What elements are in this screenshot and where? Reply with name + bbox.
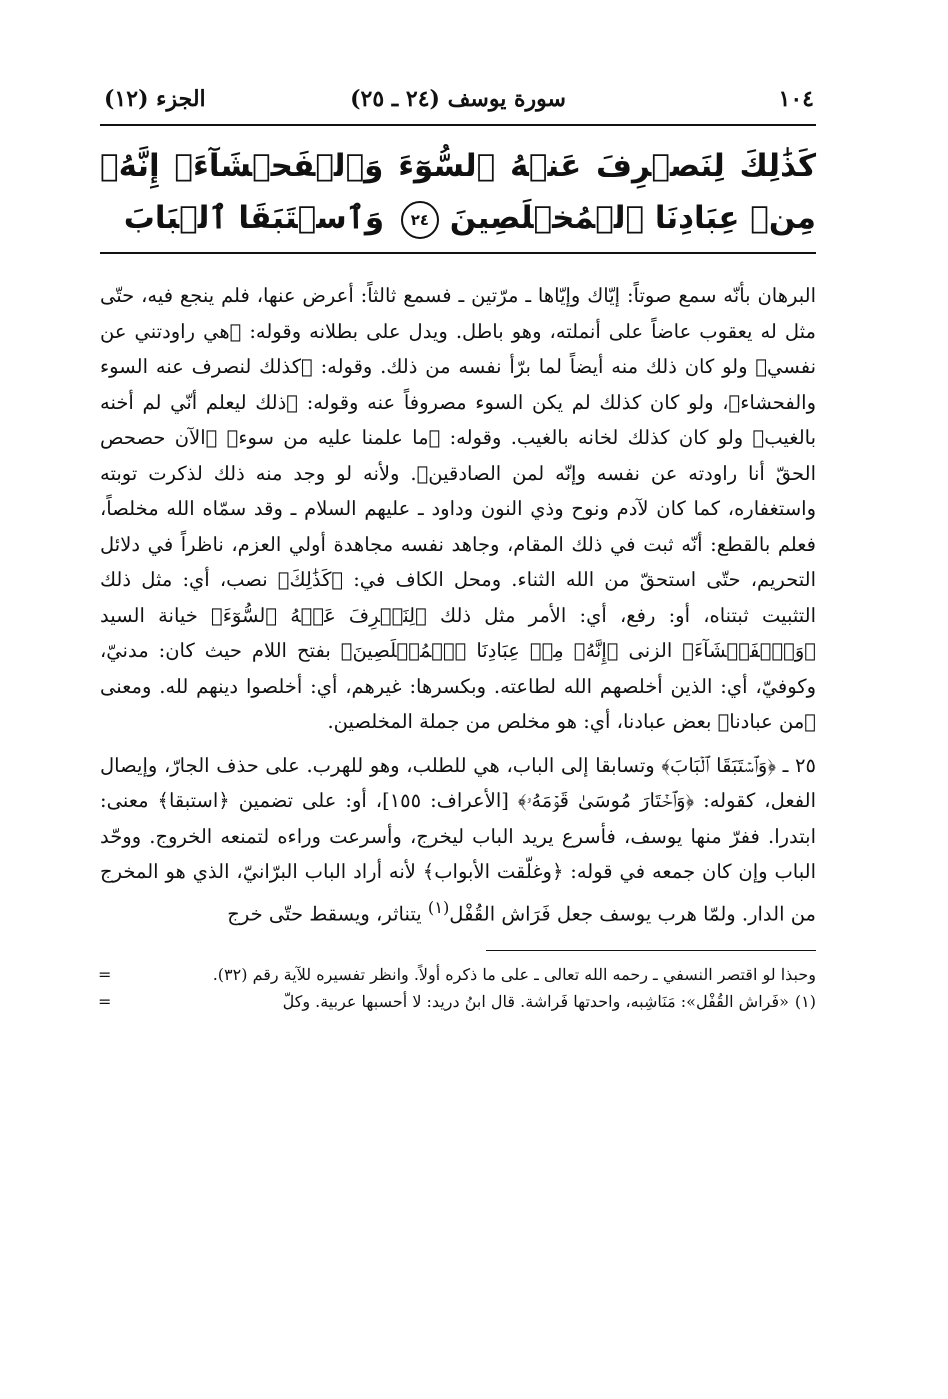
verse-text: كَذَٰلِكَ لِنَصۡرِفَ عَنۡهُ ٱلسُّوٓءَ وَٱلۡفَحۡشَآءَۚ إِنَّهُۥ مِنۡ عِبَادِنَا ٱلۡمُخۡلَصِينَ <box>100 148 816 236</box>
quran-verse <box>100 126 816 254</box>
ayah-number-marker: ٢٤ <box>401 201 439 239</box>
footnote-text: وحبذا لو اقتصر النسفي ـ رحمه الله تعالى ـ على ما ذكره أولاً. وانظر تفسيره للآية رقم (٣٢). <box>212 964 816 984</box>
footnote-1 <box>100 988 816 1015</box>
commentary-text-tail: يتناثر، ويسقط حتّى خرج <box>227 902 428 925</box>
footnote-reference: (١) <box>427 897 450 917</box>
commentary-text: ٢٥ ـ ﴿وَٱسۡتَبَقَا ٱلۡبَابَ﴾ وتسابقا إلى الباب، هي للطلب، وهو للهرب. على حذف الجارّ، وإيصال الفعل، كقوله: ﴿وَٱخۡتَارَ مُوسَىٰ قَوۡمَهُۥ﴾ [الأعراف: ١٥٥]، أو: على تضمين ﴿استبقا﴾ معنى: ابتدرا. ففرّ منها يوسف، فأسرع يريد الباب ليخرج، وأسرعت وراءه لتمنعه الخروج. ووحّد الباب وإن كان جمعه في قوله: ﴿وغلّقت الأبواب﴾ لأنه أراد الباب البرّانيّ، الذي هو المخرج من الدار. ولمّا هرب يوسف جعل فَرَاش القُفْل <box>100 753 816 925</box>
page-number: ١٠٤ <box>778 86 814 112</box>
footnote-continued <box>100 961 816 988</box>
book-page <box>100 86 816 1015</box>
footnote-text: «فَراش القُفْل»: مَنَاشِبه، واحدتها فَراشة. قال ابنُ دريد: لا أحسبها عربية. وكلّ <box>282 991 789 1011</box>
commentary <box>100 278 816 932</box>
footnotes <box>100 950 816 1015</box>
footnote-number: (١) <box>794 991 816 1011</box>
running-header <box>100 86 816 126</box>
continuation-mark: = <box>98 991 112 1011</box>
footnote-separator <box>486 950 816 951</box>
juz-label: الجزء (١٢) <box>104 86 206 112</box>
commentary-paragraph-25 <box>100 748 816 932</box>
commentary-paragraph: البرهان بأنّه سمع صوتاً: إيّاك وإيّاها ـ مرّتين ـ فسمع ثالثاً: أعرض عنها، فلم ينجع فيه، حتّى مثل له يعقوب عاضاً على أنملته، وهو باطل. ويدل على بطلانه وقوله: ﴿هي راودتني عن نفسي﴾ ولو كان ذلك منه أيضاً لما برّأ نفسه من ذلك. وقوله: ﴿كذلك لنصرف عنه السوء والفحشاء﴾، ولو كان كذلك لم يكن السوء مصروفاً عنه وقوله: ﴿ذلك ليعلم أنّي لم أخنه بالغيب﴾ ولو كان كذلك لخانه بالغيب. وقوله: ﴿ما علمنا عليه من سوء﴾ ﴿الآن حصحص الحقّ أنا راودته عن نفسه وإنّه لمن الصادقين﴾. ولأنه لو وجد منه ذلك لذكرت توبته واستغفاره، كما كان لآدم ونوح وذي النون وداود ـ عليهم السلام ـ وقد سمّاه الله مخلصاً، فعلم بالقطع: أنّه ثبت في ذلك المقام، وجاهد نفسه مجاهدة أولي العزم، ناظراً في دلائل التحريم، حتّى استحقّ من الله الثناء. ومحل الكاف في: ﴿كَذَٰلِكَ﴾ نصب، أي: مثل ذلك التثبيت ثبتناه، أو: رفع، أي: الأمر مثل ذلك ﴿لِنَصۡرِفَ عَنۡهُ ٱلسُّوٓءَ﴾ خيانة السيد ﴿وَٱلۡفَحۡشَآءَ﴾ الزنى ﴿إِنَّهُۥ مِنۡ عِبَادِنَا ٱلۡمُخۡلَصِينَ﴾ بفتح اللام حيث كان: مدنيّ، وكوفيّ، أي: الذين أخلصهم الله لطاعته. وبكسرها: غيرهم، أي: أخلصوا دينهم لله. ومعنى ﴿من عبادنا﴾ بعض عبادنا، أي: هو مخلص من جملة المخلصين. <box>100 284 817 733</box>
continuation-mark: = <box>98 964 112 984</box>
verse-continuation: وَٱسۡتَبَقَا ٱلۡبَابَ <box>123 200 385 236</box>
sura-title: سورة يوسف (٢٤ ـ ٢٥) <box>350 86 566 112</box>
